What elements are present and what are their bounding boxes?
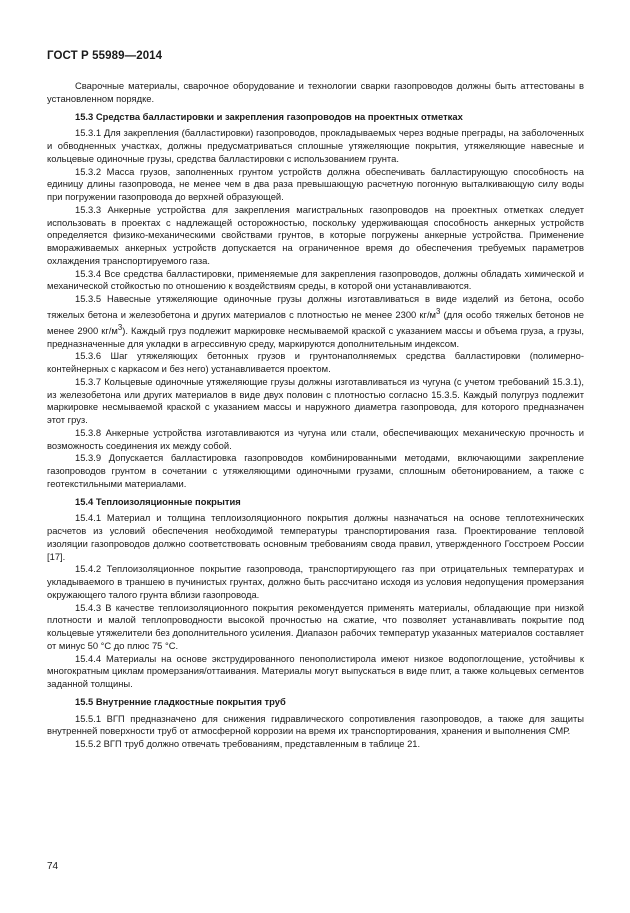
paragraph-15-5-1: 15.5.1 ВГП предназначено для снижения гидравлического сопротивления газопроводов, а также для защиты внутренней поверхности труб от атмосферной коррозии на время их транспортирования, хранения и выполнения СМР. <box>47 712 584 737</box>
paragraph-15-3-8: 15.3.8 Анкерные устройства изготавливаются из чугуна или стали, обеспечивающих механическую прочность и возможность соединения их между собой. <box>47 426 584 451</box>
text-segment: 15.3.5 Навесные утяжеляющие одиночные грузы должны изготавливаться в виде изделий из бетона, особо тяжелых бетона и железобетона и других материалов с плотностью не менее 2300 кг/м <box>47 293 584 320</box>
paragraph-15-5-2: 15.5.2 ВГП труб должно отвечать требованиям, представленным в таблице 21. <box>75 738 421 749</box>
section-heading-15-5: 15.5 Внутренние гладкостные покрытия труб <box>75 695 286 707</box>
section-heading-15-3: 15.3 Средства балластировки и закрепления газопроводов на проектных отметках <box>75 110 463 122</box>
paragraph-15-3-6: 15.3.6 Шаг утяжеляющих бетонных грузов и грунтонаполняемых средства балластировки (полимерно-контейнерных с каркасом и без него) устанавливается проектом. <box>47 350 584 374</box>
paragraph-15-3-3: 15.3.3 Анкерные устройства для закрепления магистральных газопроводов на проектных отметках следует использовать в проектах с надлежащей осторожностью, поскольку удерживающая способность анкерных устройств определяется физико-механическими свойствами грунтов, в которые погружены анкерные устройства. Применение вмораживаемых анкерных устройств допускается на ограниченное время до обеспечения требуемых параметров охлаждения транспортируемого газа. <box>47 203 584 266</box>
paragraph-15-3-7: 15.3.7 Кольцевые одиночные утяжеляющие грузы должны изготавливаться из чугуна (с учетом требований 15.3.1), из железобетона или других материалов в виде двух половин с плотностью согласно 15.3.5. Каждый полугруз подлежит маркировке несмываемой краской с указанием массы и наружного диаметра газопровода, для которого предназначен этот груз. <box>47 375 584 425</box>
section-heading-15-4: 15.4 Теплоизоляционные покрытия <box>75 495 241 507</box>
paragraph-15-4-1: 15.4.1 Материал и толщина теплоизоляционного покрытия должны назначаться на основе теплотехнических расчетов из условий обеспечения необходимой температуры транспортирования газа. Проектирование тепловой изоляции газопроводов должно соответствовать основным требованиям свода правил, утвержденного Госстроем России [17]. <box>47 512 584 562</box>
paragraph-15-3-9: 15.3.9 Допускается балластировка газопроводов комбинированными методами, включающими закрепление газопроводов грунтом в сочетании с утяжеляющими одиночными грузами, сплошным обетонированием, а также с геотекстильными материалами. <box>47 452 584 489</box>
paragraph-15-3-5 <box>47 293 584 350</box>
paragraph-15-3-4: 15.3.4 Все средства балластировки, применяемые для закрепления газопроводов, должны обладать химической и механической стойкостью по отношению к воздействиям среды, в которой они устанавливаются. <box>47 267 584 292</box>
page-number: 74 <box>47 861 59 872</box>
paragraph-15-3-2: 15.3.2 Масса грузов, заполненных грунтом устройств должна обеспечивать балластирующую способность на единицу длины газопровода, не менее чем в два раза превышающую расчетную погонную выталкивающую силу воды при погружении газопровода до верхней образующей. <box>47 165 584 202</box>
paragraph-15-4-2: 15.4.2 Теплоизоляционное покрытие газопровода, транспортирующего газ при отрицательных температурах и укладываемого в траншею в пучинистых грунтах, должно быть рассчитано исходя из условия недопущения промерзания окружающего талого грунта вблизи газопровода. <box>47 563 584 600</box>
paragraph-15-4-3: 15.4.3 В качестве теплоизоляционного покрытия рекомендуется применять материалы, обладающие при низкой плотности и малой теплопроводности высокой прочностью на сжатие, что позволяет устанавливать покрытие под кольцевые утяжелители без дополнительного усиления. Диапазон рабочих температур указанных материалов составляет от минус 50 °С до плюс 75 °С. <box>47 601 584 651</box>
document-header: ГОСТ Р 55989—2014 <box>47 50 163 62</box>
paragraph-15-3-1: 15.3.1 Для закрепления (балластировки) газопроводов, прокладываемых через водные преграды, на заболоченных и обводненных участках, должны предусматриваться сплошные утяжеляющие покрытия, утяжеляющие навесные и кольцевые одиночные грузы, средства балластировки с использованием грунта. <box>47 127 584 164</box>
text-segment: ). Каждый груз подлежит маркировке несмываемой краской с указанием массы и объема груза, а грузы, предназначенные для укладки в агрессивную среду, маркируются дополнительным индексом. <box>47 324 584 349</box>
superscript: 3 <box>436 306 441 316</box>
paragraph-intro: Сварочные материалы, сварочное оборудование и технологии сварки газопроводов должны быть аттестованы в установленном порядке. <box>47 80 584 104</box>
text-segment: (для особо тяжелых бетонов не менее 2900 кг/м <box>47 308 584 336</box>
paragraph-15-4-4: 15.4.4 Материалы на основе экструдированного пенополистирола имеют низкое водопоглощение, устойчивы к многократным циклам промерзания/оттаивания. Материалы могут выпускаться в виде плит, а также кольцевых сегментов заданной толщины. <box>47 652 584 689</box>
superscript: 3 <box>117 322 123 332</box>
document-body <box>47 80 584 751</box>
